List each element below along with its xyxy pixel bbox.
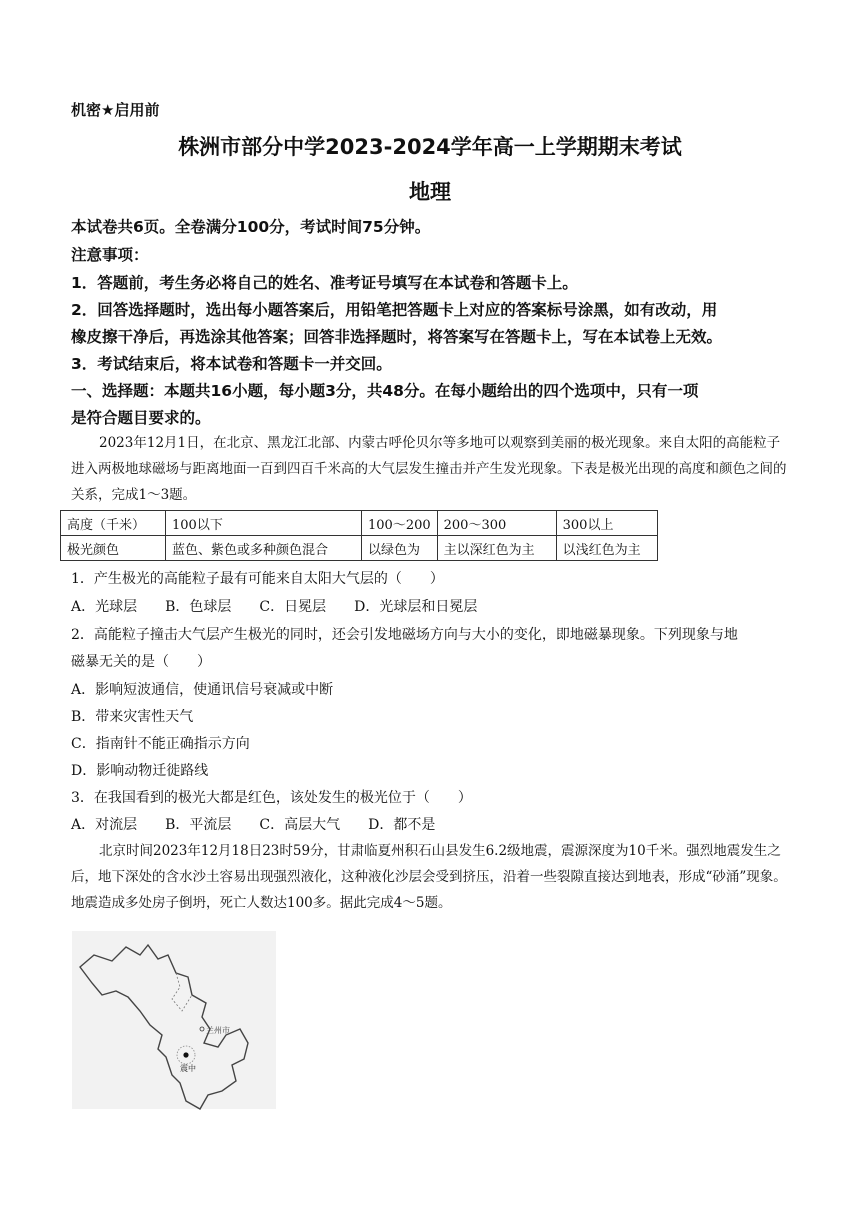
table-cell: 蓝色、紫色或多种颜色混合 xyxy=(166,536,362,561)
table-cell: 高度（千米） xyxy=(61,511,166,536)
table-cell: 200～300 xyxy=(437,511,556,536)
subject-title: 地理 xyxy=(409,180,451,204)
question-1-options: A．光球层 B．色球层 C．日冕层 D．光球层和日冕层 xyxy=(71,599,478,615)
table-cell: 以绿色为 xyxy=(362,536,438,561)
table-cell: 主以深红色为主 xyxy=(437,536,556,561)
note-2-line-1: 2．回答选择题时，选出每小题答案后，用铅笔把答题卡上对应的答案标号涂黑，如有改动，用 xyxy=(71,301,718,319)
passage-earthquake: 北京时间2023年12月18日23时59分，甘肃临夏州积石山县发生6.2级地震，震源深度为10千米。强烈地震发生之后，地下深处的含水沙土容易出现强烈液化，这种液化沙层会受到挤压，沿着一些裂隙直接达到地表，形成“砂涌”现象。地震造成多处房子倒坍，死亡人数达100多。据此完成4～5题。 xyxy=(71,843,787,911)
question-2-option-d: D．影响动物迁徙路线 xyxy=(71,763,209,779)
question-2-line-1: 2．高能粒子撞击大气层产生极光的同时，还会引发地磁场方向与大小的变化，即地磁暴现象。下列现象与地 xyxy=(71,627,738,643)
passage-aurora: 2023年12月1日，在北京、黑龙江北部、内蒙古呼伦贝尔等多地可以观察到美丽的极光现象。来自太阳的高能粒子进入两极地球磁场与距离地面一百到四百千米高的大气层发生撞击并产生发光现象。下表是极光出现的高度和颜色之间的关系，完成1～3题。 xyxy=(71,435,787,503)
notes-heading: 注意事项： xyxy=(71,246,149,264)
table-cell: 以浅红色为主 xyxy=(556,536,657,561)
table-row xyxy=(61,536,658,561)
map-label-lanzhou: 兰州市 xyxy=(206,1026,230,1035)
note-3: 3．考试结束后，将本试卷和答题卡一并交回。 xyxy=(71,355,392,373)
epicenter-marker xyxy=(183,1052,188,1057)
question-2-option-b: B．带来灾害性天气 xyxy=(71,709,194,725)
question-1: 1．产生极光的高能粒子最有可能来自太阳大气层的（ ） xyxy=(71,571,444,587)
question-2-line-2: 磁暴无关的是（ ） xyxy=(71,654,211,670)
question-2-option-a: A．影响短波通信，使通讯信号衰减或中断 xyxy=(71,682,334,698)
note-1: 1．答题前，考生务必将自己的姓名、准考证号填写在本试卷和答题卡上。 xyxy=(71,274,578,292)
map-label-epicenter: 震中 xyxy=(180,1064,196,1073)
aurora-table xyxy=(60,510,658,561)
exam-summary: 本试卷共6页。全卷满分100分，考试时间75分钟。 xyxy=(71,218,431,236)
question-2-option-c: C．指南针不能正确指示方向 xyxy=(71,736,250,752)
table-row xyxy=(61,511,658,536)
table-cell: 100以下 xyxy=(166,511,362,536)
section-heading-line-1: 一、选择题：本题共16小题，每小题3分，共48分。在每小题给出的四个选项中，只有一项 xyxy=(71,382,699,400)
gansu-map xyxy=(68,925,280,1113)
table-cell: 极光颜色 xyxy=(61,536,166,561)
table-cell: 100～200 xyxy=(362,511,438,536)
exam-title: 株洲市部分中学2023-2024学年高一上学期期末考试 xyxy=(178,135,682,159)
section-heading-line-2: 是符合题目要求的。 xyxy=(71,409,211,427)
table-cell: 300以上 xyxy=(556,511,657,536)
question-3: 3．在我国看到的极光大都是红色，该处发生的极光位于（ ） xyxy=(71,790,472,806)
question-3-options: A．对流层 B．平流层 C．高层大气 D．都不是 xyxy=(71,817,436,833)
note-2-line-2: 橡皮擦干净后，再选涂其他答案；回答非选择题时，将答案写在答题卡上，写在本试卷上无效。 xyxy=(71,328,723,346)
confidential-label: 机密★启用前 xyxy=(71,101,160,119)
